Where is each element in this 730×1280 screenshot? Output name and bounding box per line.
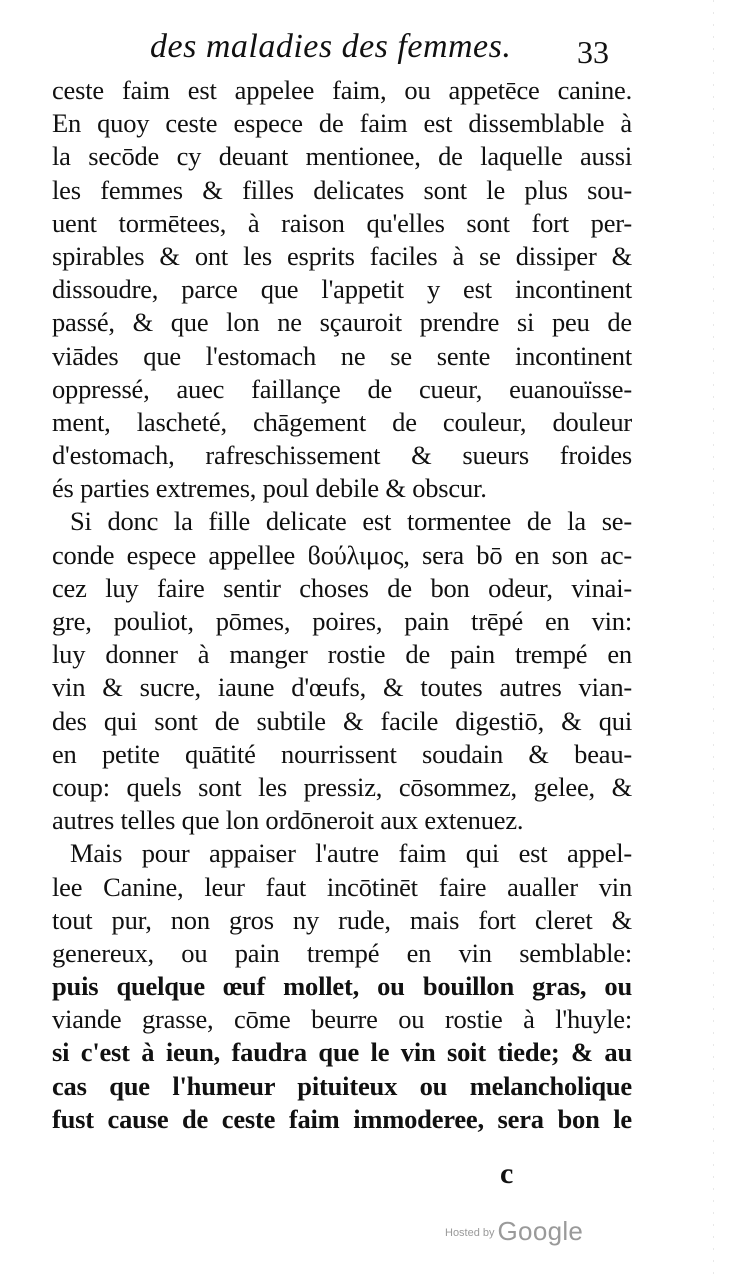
text-line: vin & sucre, iaune d'œufs, & toutes autres vian- <box>52 672 632 703</box>
body-text <box>52 74 632 1136</box>
text-line: les femmes & filles delicates sont le plus sou- <box>52 174 632 205</box>
text-line: genereux, ou pain trempé en vin semblable: <box>52 937 632 968</box>
text-line: Mais pour appaiser l'autre faim qui est appel- <box>70 838 632 869</box>
text-line: dissoudre, parce que l'appetit y est incontinent <box>52 274 632 305</box>
text-line: viādes que l'estomach ne se sente incontinent <box>52 340 632 371</box>
google-logo: Google <box>497 1216 584 1246</box>
signature-mark: c <box>500 1157 514 1190</box>
text-line: ment, lascheté, chāgement de couleur, douleur <box>52 406 632 437</box>
google-watermark <box>445 1216 583 1247</box>
running-head: des maladies des femmes. <box>150 28 512 65</box>
page-number: 33 <box>577 34 609 70</box>
text-line: és parties extremes, poul debile & obscur. <box>52 473 487 504</box>
text-line: gre, pouliot, pōmes, poires, pain trēpé en vin: <box>52 606 632 636</box>
text-line: conde espece appellee ϐούλιμος, sera bō en son ac- <box>52 539 632 570</box>
text-line: En quoy ceste espece de faim est dissemblable à <box>52 108 632 139</box>
text-line: des qui sont de subtile & facile digestiō, & qui <box>52 705 632 736</box>
text-line: Si donc la fille delicate est tormentee de la se- <box>70 506 632 537</box>
text-line: lee Canine, leur faut incōtinēt faire aualler vin <box>52 871 632 902</box>
text-line: fust cause de ceste faim immoderee, sera bon le <box>52 1103 632 1134</box>
text-line: d'estomach, rafreschissement & sueurs froides <box>52 440 632 471</box>
text-line: autres telles que lon ordōneroit aux extenuez. <box>52 805 524 836</box>
text-line: en petite quātité nourrissent soudain & beau- <box>52 738 632 769</box>
text-line: cez luy faire sentir choses de bon odeur, vinai- <box>52 572 632 603</box>
watermark-prefix: Hosted by <box>445 1227 495 1239</box>
text-line: la secōde cy deuant mentionee, de laquelle aussi <box>52 141 632 172</box>
scan-edge <box>713 0 714 1280</box>
text-line: oppressé, auec faillançe de cueur, euanouïsse- <box>52 373 632 404</box>
text-line: uent tormētees, à raison qu'elles sont fort per- <box>52 207 632 238</box>
text-line: tout pur, non gros ny rude, mais fort cleret & <box>52 904 632 935</box>
text-line: coup: quels sont les pressiz, cōsommez, gelee, & <box>52 771 632 802</box>
text-line: luy donner à manger rostie de pain trempé en <box>52 639 632 670</box>
text-line: cas que l'humeur pituiteux ou melancholique <box>52 1070 632 1101</box>
text-line: spirables & ont les esprits faciles à se dissiper & <box>52 240 632 271</box>
text-line: si c'est à ieun, faudra que le vin soit tiede; & au <box>52 1037 632 1068</box>
text-line: ceste faim est appelee faim, ou appetēce canine. <box>52 75 632 105</box>
text-line: viande grasse, cōme beurre ou rostie à l'huyle: <box>52 1004 632 1035</box>
text-line: puis quelque œuf mollet, ou bouillon gras, ou <box>52 971 632 1002</box>
text-line: passé, & que lon ne sçauroit prendre si peu de <box>52 307 632 338</box>
